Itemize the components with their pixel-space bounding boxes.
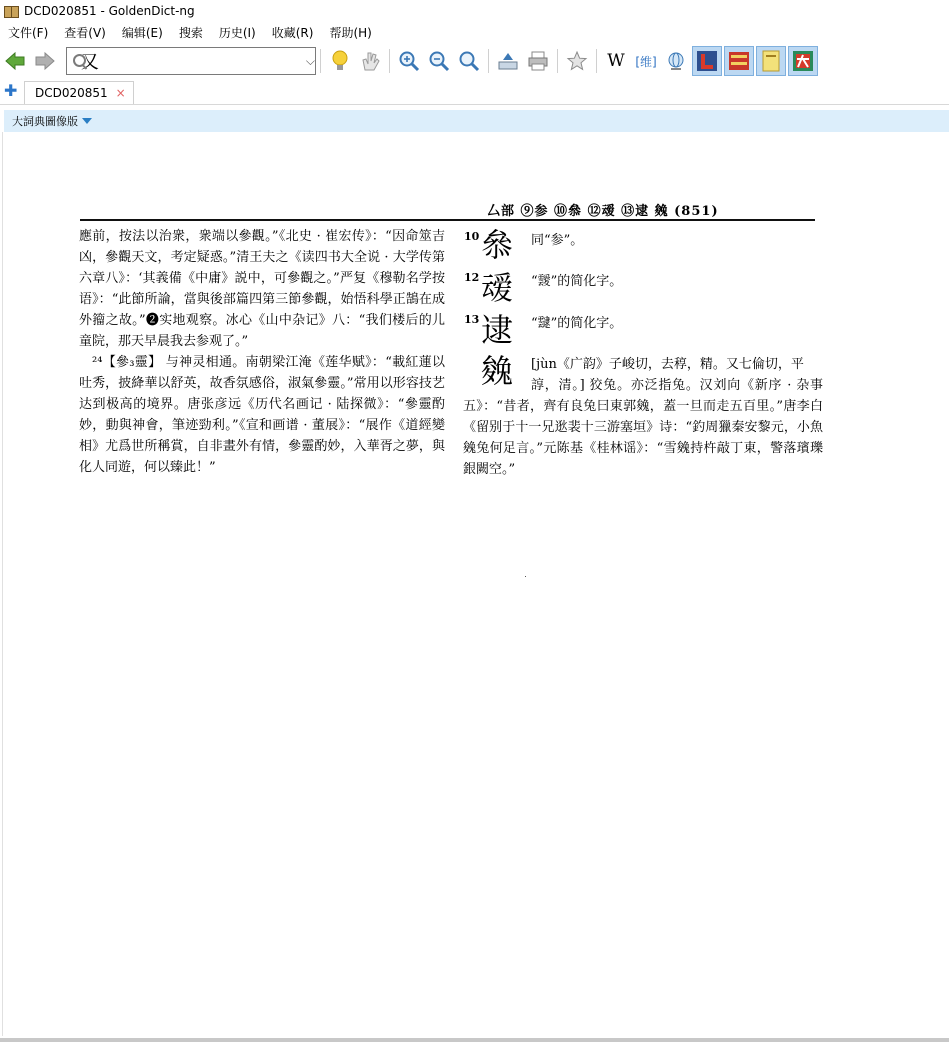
entry-stroke-number: 12 [464, 271, 480, 284]
tab-dcd020851[interactable] [24, 81, 134, 104]
wiki-zh-button[interactable] [632, 47, 660, 75]
toolbar [0, 44, 949, 78]
menu-file[interactable]: 文件(F) [8, 26, 49, 40]
dictionary-name: 大詞典圖像版 [12, 115, 78, 128]
forward-button[interactable] [31, 47, 59, 75]
dictionary-da-icon [792, 50, 814, 72]
paragraph: 諄，清。] 狡兔。亦泛指兔。汉刘向《新序 · 杂事五》：“昔者，齊有良兔曰東郭㕙，蓋一旦而走五百里。”唐李白《留别于十一兄逖裴十三游塞垣》诗：“釣周獵秦安黎元，小魚㕙兔何足言。”元陈基《桂林谣》：“雪㕙持杵敲丁東，警落璸瓅銀闕空。” [463, 378, 823, 477]
menu-search[interactable]: 搜索 [178, 26, 203, 40]
toolbar-separator [389, 49, 390, 73]
lightbulb-icon [329, 49, 351, 73]
add-favorite-button[interactable] [563, 47, 591, 75]
save-button[interactable] [494, 47, 522, 75]
menu-help[interactable]: 帮助(H) [329, 26, 372, 40]
book-icon [4, 5, 18, 17]
back-button[interactable] [1, 47, 29, 75]
wiki-zh-label: [维] [635, 54, 657, 69]
entry-head-char: 㕙 [481, 352, 514, 390]
print-button[interactable] [524, 47, 552, 75]
menu-history[interactable]: 历史(I) [218, 26, 256, 40]
window-title: DCD020851 - GoldenDict-ng [24, 4, 195, 18]
page-header: 厶部 ⑨参 ⑩叅 ⑫叆 ⑬逮 㕙 (851) [487, 204, 719, 219]
header-rule [80, 219, 815, 221]
star-icon [566, 50, 588, 72]
hand-icon [359, 50, 381, 72]
menu-favorites[interactable]: 收藏(R) [271, 26, 314, 40]
arrow-right-icon [34, 50, 56, 72]
dictionary-red-icon [728, 50, 750, 72]
search-input[interactable] [81, 49, 306, 73]
tab-bar [0, 80, 949, 105]
printer-icon [527, 50, 549, 72]
zoom-out-button[interactable] [425, 47, 453, 75]
wikipedia-button[interactable] [602, 47, 630, 75]
paragraph: 應前，按法以治衆，衆端以參觀。”《北史 · 崔宏传》：“因命筮吉凶，參觀天文，考定疑惑。”清王夫之《读四书大全说 · 大学传第六章八》：‘其義備《中庸》説中，可參觀之。”严复《穆勒名学按语》：“此節所論，當與後部篇四第三節參觀，始悟科學正鵠在成外籀之故。”❷实地观察。冰心《山中杂记》八：“我们楼后的儿童院，那天早晨我去参观了。” [79, 229, 445, 349]
globe-icon [665, 50, 687, 72]
entry-stroke-number: 13 [464, 313, 480, 326]
toolbar-separator [320, 49, 321, 73]
entry-definition: “靉”的简化字。 [531, 274, 623, 289]
dictionary-1-button[interactable] [692, 46, 722, 76]
chevron-down-icon[interactable] [82, 118, 92, 124]
pronounce-button[interactable] [356, 47, 384, 75]
dictionary-l-icon [696, 50, 718, 72]
close-icon[interactable]: × [115, 86, 126, 100]
entry-pronunciation: [jùn《广韵》子峻切，去稕，精。又七倫切，平 [531, 357, 804, 372]
article-view[interactable] [2, 132, 949, 1036]
zoom-in-button[interactable] [395, 47, 423, 75]
wikipedia-label: W [607, 51, 625, 71]
dictionary-3-button[interactable] [756, 46, 786, 76]
entry-definition: 同“参”。 [531, 233, 584, 248]
dictionary-header[interactable] [4, 110, 949, 132]
entry-head-char: 叅 [481, 226, 514, 264]
entry-head-char: 叆 [481, 269, 514, 307]
entry-definition: “靆”的简化字。 [531, 316, 623, 331]
menu-view[interactable]: 查看(V) [64, 26, 106, 40]
dictionary-yellow-icon [760, 50, 782, 72]
search-combobox[interactable] [66, 47, 316, 75]
web-search-button[interactable] [662, 47, 690, 75]
entry-head-char: 逮 [481, 311, 514, 349]
dictionary-2-button[interactable] [724, 46, 754, 76]
new-tab-icon[interactable]: ✚ [4, 81, 18, 100]
menu-bar [0, 22, 949, 44]
chevron-down-icon[interactable]: ⌵ [305, 53, 315, 68]
zoom-out-icon [428, 50, 450, 72]
toolbar-separator [557, 49, 558, 73]
zoom-in-icon [398, 50, 420, 72]
toolbar-separator [488, 49, 489, 73]
scan-speck [525, 576, 526, 577]
scanned-page [3, 132, 949, 1036]
search-icon [73, 54, 77, 68]
paragraph: ²⁴【參₃靈】 与神灵相通。南朝梁江淹《莲华赋》：“載紅蓮以吐秀，披絳華以舒英，故香氛感俗，淑氣參靈。”常用以形容技艺达到极高的境界。唐张彦远《历代名画记 · 陆探微》：“參靈酌妙，動與神會，筆迹勁利。”《宣和画谱 · 董展》：“展作《道經變相》尤爲世所稱賞，自非畫外有情，參靈酌妙，入華胥之夢，與化人同遊，何以臻此！” [79, 355, 445, 475]
scan-popup-button[interactable] [326, 47, 354, 75]
arrow-left-icon [4, 50, 26, 72]
dictionary-4-button[interactable] [788, 46, 818, 76]
zoom-reset-icon [458, 50, 480, 72]
title-bar [0, 0, 949, 22]
status-bar [0, 1038, 949, 1042]
entry-stroke-number: 10 [464, 230, 480, 243]
entry-body [463, 375, 823, 480]
toolbar-separator [596, 49, 597, 73]
save-icon [497, 50, 519, 72]
tab-label: DCD020851 [35, 86, 108, 100]
left-column [79, 226, 445, 478]
zoom-reset-button[interactable] [455, 47, 483, 75]
menu-edit[interactable]: 编辑(E) [121, 26, 163, 40]
